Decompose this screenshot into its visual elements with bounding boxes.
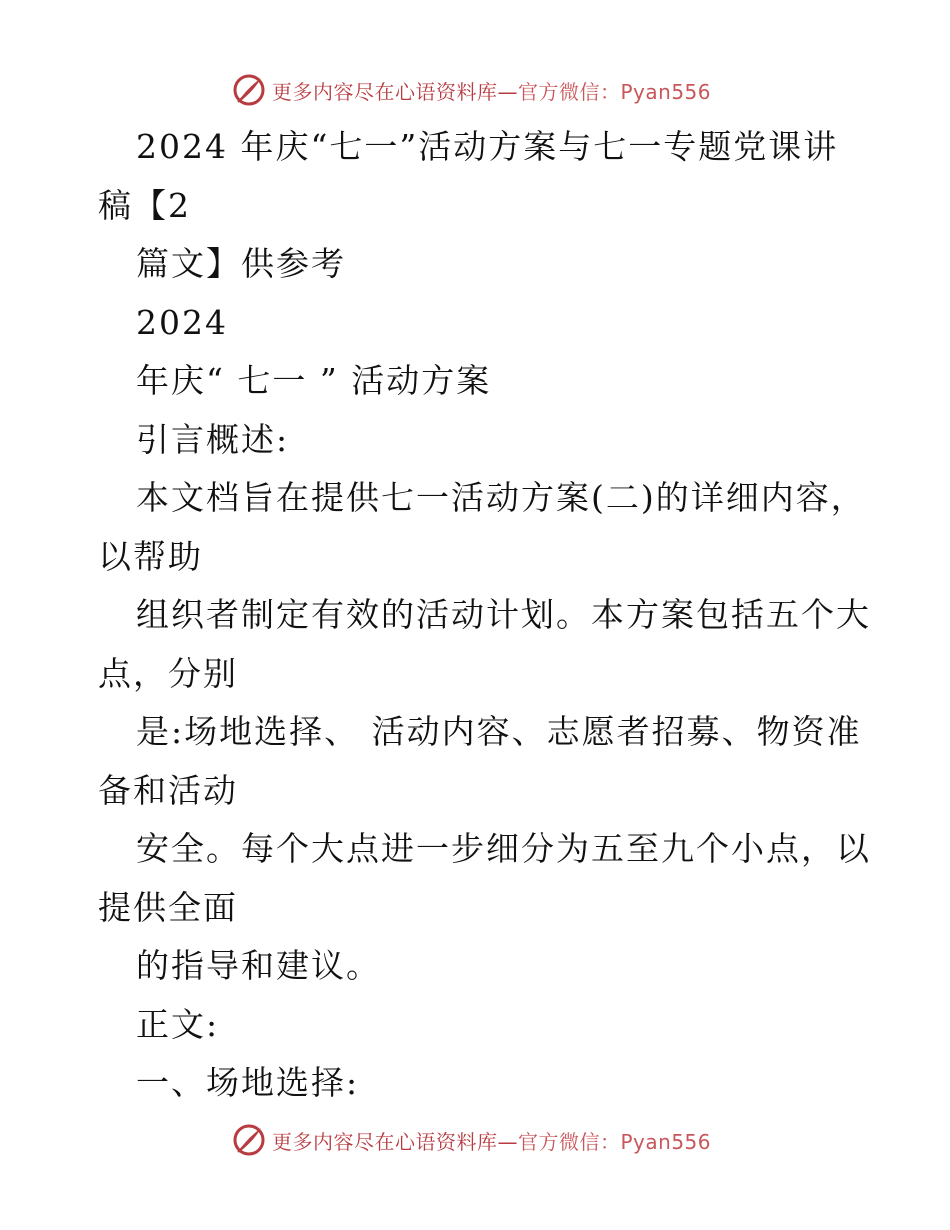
subtitle-year: 2024 [136,302,228,342]
section-body-heading: 正文: [136,1004,220,1044]
paragraph-line: 安全。每个大点进一步细分为五至九个小点，以 [136,829,871,868]
section-intro-heading: 引言概述: [136,419,290,459]
footer-banner-text: 更多内容尽在心语资料库—官方微信：Pyan556 [272,1129,712,1154]
paragraph-line: 的指导和建议。 [136,946,381,985]
paragraph-line: 点，分别 [98,653,238,693]
title-line-1: 2024 年庆“七一”活动方案与七一专题党课讲 [136,127,839,166]
footer-banner [0,1120,950,1160]
paragraph-line: 备和活动 [98,770,238,810]
header-banner-text: 更多内容尽在心语资料库—官方微信：Pyan556 [272,79,712,104]
paragraph-line: 以帮助 [98,536,203,576]
header-banner [0,70,950,110]
quill-logo-icon [232,73,266,107]
subtitle-heading: 年庆“ 七一 ” 活动方案 [136,361,492,400]
header-banner-content [232,70,711,110]
section-venue-heading: 一、场地选择: [136,1063,360,1102]
footer-banner-content [232,1120,711,1160]
paragraph-line: 本文档旨在提供七一活动方案(二)的详细内容， [136,478,866,517]
document-body [98,118,871,1113]
title-line-3: 篇文】供参考 [136,244,346,283]
title-line-2: 稿【2 [98,185,191,225]
paragraph-line: 提供全面 [98,887,238,927]
paragraph-line: 组织者制定有效的活动计划。本方案包括五个大 [136,595,871,634]
quill-logo-icon [232,1123,266,1157]
paragraph-line: 是:场地选择、 活动内容、志愿者招募、物资准 [136,712,862,751]
